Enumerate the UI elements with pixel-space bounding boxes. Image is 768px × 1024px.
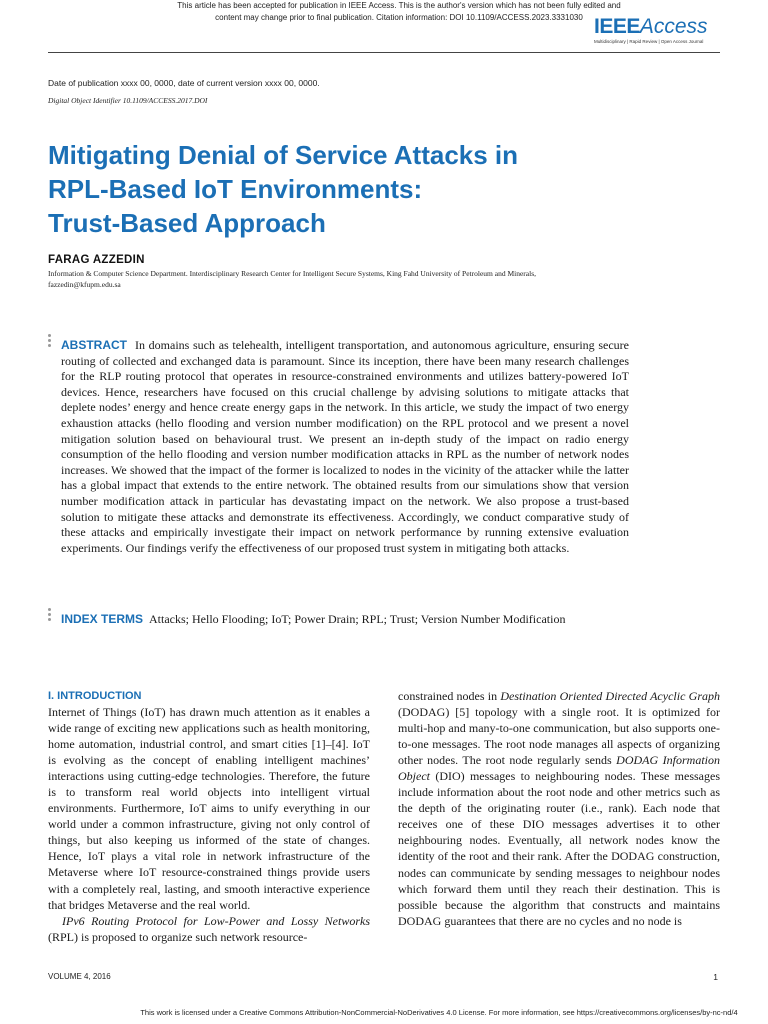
index-terms xyxy=(61,611,661,627)
body-paragraph xyxy=(48,913,370,945)
logo-ieee-text: IEEE xyxy=(594,15,640,38)
index-terms-marker-icon xyxy=(48,608,52,623)
emphasis-text: IPv6 Routing Protocol for Low-Power and Lossy Networks xyxy=(62,913,370,928)
body-text: (DODAG) [5] topology with a single root. It is optimized for multi-hop and many-to-one communication, but also supports one-to-one messages. The root node manages all aspects of organizing other nodes. The root node regularly sends xyxy=(398,705,720,768)
doi-identifier: Digital Object Identifier 10.1109/ACCESS.2017.DOI xyxy=(48,96,208,105)
body-column-right xyxy=(398,688,720,929)
index-terms-label: INDEX TERMS xyxy=(61,612,144,626)
index-terms-text: Attacks; Hello Flooding; IoT; Power Drain; RPL; Trust; Version Number Modification xyxy=(149,612,566,626)
body-paragraph: Internet of Things (IoT) has drawn much attention as it enables a wide range of exciting new applications such as health monitoring, home automation, industrial control, and smart cities [1]–[4]. IoT is evolving as the concept of enabling intelligent machines’ interactions using cutting-edge technologies. Therefore, the future is to transform real world objects into intelligent virtual environments. Furthermore, IoT aims to unify everything in our world under a common infrastructure, giving not only control of things, but also keeping us informed of the state of changes. Hence, IoT plays a vital role in network infrastructure of the Metaverse where IoT resource-constrained things provide users with a completely real, lasting, and smooth interactive experience that bridges Metaverse and the real world. xyxy=(48,705,370,912)
abstract-label: ABSTRACT xyxy=(61,338,127,352)
publication-date: Date of publication xxxx 00, 0000, date of current version xxxx 00, 0000. xyxy=(48,78,320,88)
author-affiliation: Information & Computer Science Department. Interdisciplinary Research Center for Intelligent Secure Systems, King Fahd University of Petroleum and Minerals, fazzedin@kfupm.edu.sa xyxy=(48,269,536,289)
title-line: Mitigating Denial of Service Attacks in xyxy=(48,140,519,170)
header-divider xyxy=(48,52,720,53)
acceptance-notice-line: This article has been accepted for publication in IEEE Access. This is the author's version which has not been fully edited and xyxy=(177,1,621,10)
page-number: 1 xyxy=(713,972,718,982)
body-column-left xyxy=(48,688,370,945)
body-text: (RPL) is proposed to organize such network resource- xyxy=(48,929,308,944)
abstract-text: In domains such as telehealth, intelligent transportation, and autonomous agriculture, ensuring secure routing of collected and exchanged data is paramount. Since its inception, there have been many research challenges for the RLP routing protocol that operates in resource-constrained environments and utilizes battery-powered IoT devices. Hence, researchers have focused on this crucial challenge by advising solutions to mitigate attacks that deplete nodes’ energy and hence create energy gaps in the network. In this article, we study the impact of two energy exhaustion attacks (hello flooding and version number modification) on the RPL protocol and we present a novel mitigation solution based on behavioural trust. We present an in-depth study of the impact on radio energy consumption of the hello flooding and version number modification attacks in RPL as the number of network nodes increases. We showed that the impact of the former is localized to nodes in the vicinity of the attacker while the latter has a global impact that extends to the entire network. The obtained results from our simulations show that version number modification attack in particular has devastating impact on the network. We also propose a trust-based solution to mitigate these attacks and demonstrate its effectiveness. Accordingly, we conduct comparative study of these attacks and empirically investigate their impact on network performance by running extensive evaluation experiments. Our findings verify the effectiveness of our proposed trust system in mitigating both attacks. xyxy=(61,338,629,555)
body-paragraph xyxy=(398,688,720,929)
abstract-marker-icon xyxy=(48,334,52,349)
logo-access-text: Access xyxy=(639,15,708,38)
paper-title xyxy=(48,138,648,240)
license-notice: This work is licensed under a Creative Commons Attribution-NonCommercial-NoDerivatives 4.0 License. For more information, see https://creativecommons.org/licenses/by-nc-nd/4 xyxy=(140,1008,738,1017)
section-heading: I. INTRODUCTION xyxy=(48,690,142,702)
ieee-access-logo xyxy=(594,16,712,44)
emphasis-text: Destination Oriented Directed Acyclic Graph xyxy=(500,689,720,703)
acceptance-notice-line: content may change prior to final publication. Citation information: DOI 10.1109/ACCESS.2023.3331030 xyxy=(215,13,583,22)
footer-volume: VOLUME 4, 2016 xyxy=(48,972,111,981)
author-name: FARAG AZZEDIN xyxy=(48,254,145,266)
emphasis-text: DODAG Information Object xyxy=(398,753,720,784)
title-line: RPL-Based IoT Environments: xyxy=(48,174,423,204)
abstract xyxy=(61,338,629,556)
title-line: Trust-Based Approach xyxy=(48,208,326,238)
logo-tagline: Multidisciplinary | Rapid Review | Open Access Journal xyxy=(594,39,704,44)
body-text: (DIO) messages to neighbouring nodes. These messages include information about the root node and other metrics such as the depth of the originating router (i.e., rank). Each node that receives one of these DIO messages advertises it to other neighbouring nodes. Eventually, all network nodes know the identity of the root and their rank. After the DODAG construction, nodes can communicate by sending messages to neighbour nodes which forward them until they reach their destination. This is possible because the algorithm that constructs and maintains DODAG guarantees that there are no cycles and no node is xyxy=(398,769,720,928)
body-text: constrained nodes in xyxy=(398,689,501,703)
